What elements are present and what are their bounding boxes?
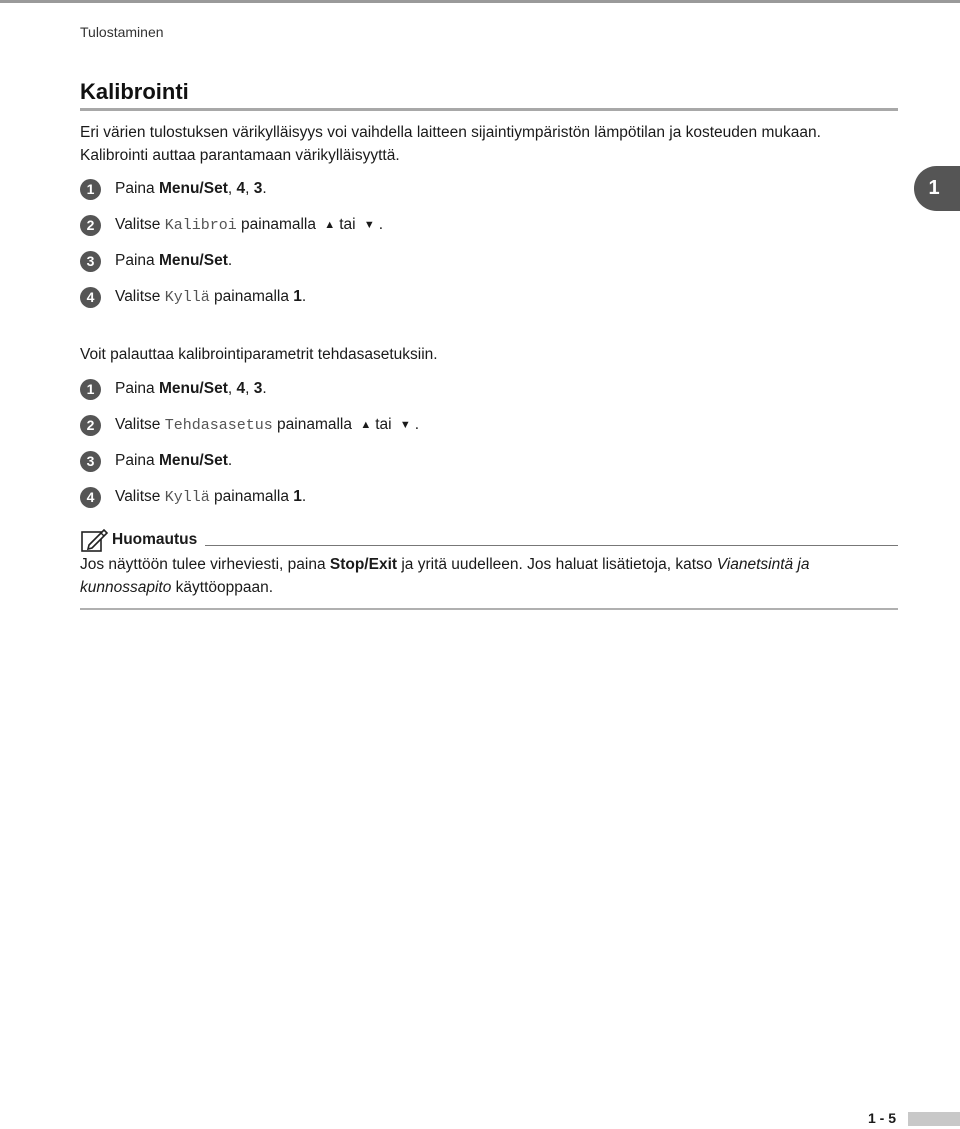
step-text: painamalla [277,416,352,433]
intro-line-2: Kalibrointi auttaa parantamaan värikylläisyyttä. [80,147,400,164]
note-pencil-icon [80,527,108,553]
note-text [80,553,898,599]
step-key: 3 [253,180,263,197]
step-text: . [227,252,233,269]
step-text: . [227,452,233,469]
step-b-3 [80,449,232,473]
intro-line-1: Eri värien tulostuksen värikylläisyys voi vaihdella laitteen sijaintiympäristön lämpötilan ja kosteuden mukaan. [80,124,821,141]
step-key: Menu/Set [158,180,228,197]
step-text: Valitse [115,288,161,305]
step-number-badge: 2 [80,215,101,236]
step-a-2 [80,213,383,237]
note-text-part: käyttöoppaan. [171,579,274,596]
reset-paragraph: Voit palauttaa kalibrointiparametrit tehdasasetuksiin. [80,346,438,363]
title-rule [80,108,898,111]
step-text: Valitse [115,216,161,233]
step-b-1 [80,377,267,401]
step-key: Menu/Set [158,452,228,469]
note-text-part: ja yritä uudelleen. Jos haluat lisätietoja, katso [397,556,717,573]
step-text: Paina [115,252,155,269]
step-text: Valitse [115,488,161,505]
step-a-3 [80,249,232,273]
step-text: Paina [115,452,155,469]
step-text: tai [375,416,392,433]
step-key: 1 [293,288,302,305]
step-number-badge: 4 [80,487,101,508]
step-key: 4 [236,180,246,197]
up-arrow-icon: ▲ [360,419,372,431]
intro-paragraph [80,121,900,167]
step-text: Paina [115,180,155,197]
note-text-part: Jos näyttöön tulee virheviesti, paina [80,556,330,573]
step-text: , [227,380,233,397]
step-text: . [262,380,267,397]
step-number-badge: 3 [80,451,101,472]
step-b-2 [80,413,419,437]
step-key: 4 [236,380,246,397]
step-text: Valitse [115,416,161,433]
step-text: . [378,216,384,233]
step-text: painamalla [214,488,289,505]
step-text: , [245,180,250,197]
page-number-bar [908,1112,960,1126]
step-text: painamalla [241,216,316,233]
note-header [80,527,898,553]
step-text: tai [339,216,356,233]
step-text: , [227,180,233,197]
lcd-option: Kyllä [164,488,210,506]
note-rule [205,545,898,546]
step-key: 1 [293,488,302,505]
section-title: Kalibrointi [80,79,189,104]
running-head: Tulostaminen [80,24,164,40]
step-text: . [262,180,267,197]
step-text: . [301,288,307,305]
step-text: . [414,416,420,433]
step-b-4 [80,485,306,509]
step-text: painamalla [214,288,289,305]
top-rule [0,0,960,3]
up-arrow-icon: ▲ [324,219,336,231]
step-number-badge: 2 [80,415,101,436]
step-number-badge: 1 [80,179,101,200]
lcd-option: Kyllä [164,288,210,306]
step-text: , [245,380,250,397]
step-a-4 [80,285,306,309]
note-title: Huomautus [112,531,198,548]
step-a-1 [80,177,267,201]
step-number-badge: 4 [80,287,101,308]
note-key: Stop/Exit [329,556,398,573]
step-text: Paina [115,380,155,397]
lcd-option: Tehdasasetus [164,416,273,434]
note-bottom-rule [80,608,898,610]
step-number-badge: 3 [80,251,101,272]
step-key: Menu/Set [158,252,228,269]
down-arrow-icon: ▼ [399,419,411,431]
note-reference: Vianetsintä ja kunnossapito [80,556,810,596]
step-key: Menu/Set [158,380,228,397]
step-number-badge: 1 [80,379,101,400]
step-text: . [301,488,307,505]
step-key: 3 [253,380,263,397]
page-number: 1 - 5 [868,1110,897,1126]
chapter-tab: 1 [914,166,960,211]
down-arrow-icon: ▼ [363,219,375,231]
lcd-option: Kalibroi [164,216,237,234]
